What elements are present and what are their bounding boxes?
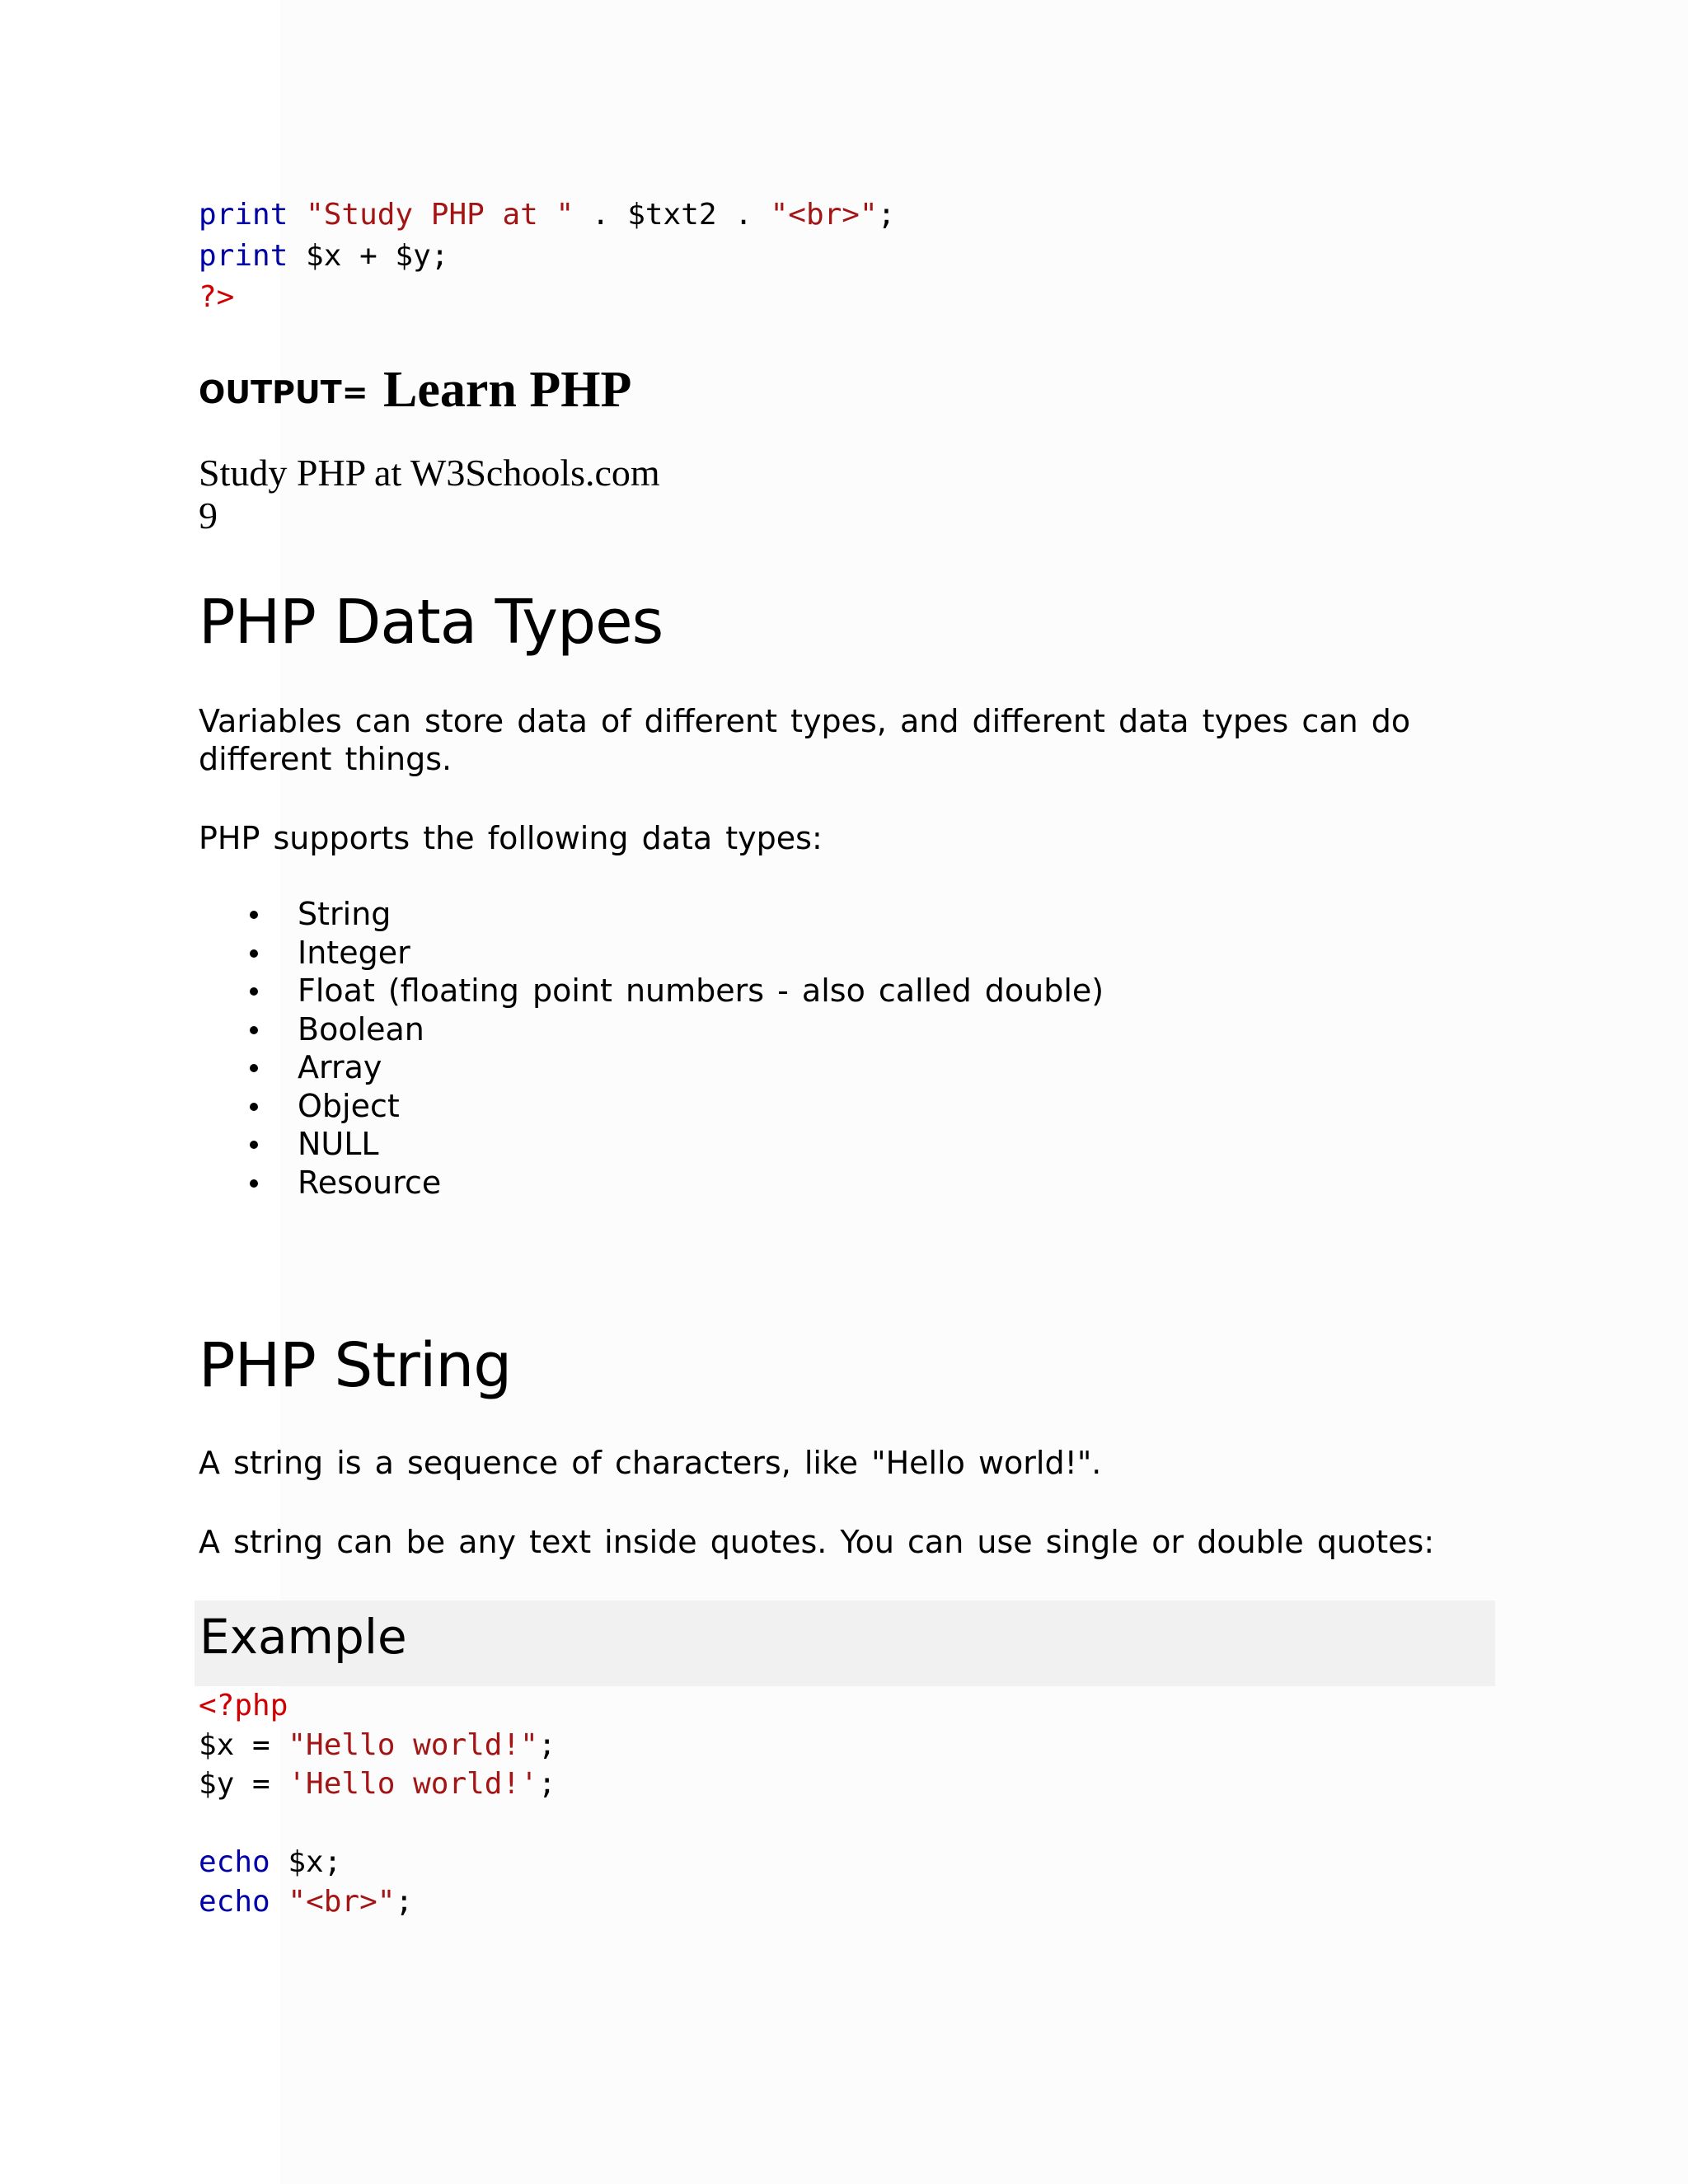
output-label: OUTPUT= xyxy=(199,374,368,410)
code-line: ?> xyxy=(199,280,235,314)
example-header xyxy=(195,1601,1495,1686)
bullet-icon xyxy=(250,949,258,958)
data-types-list xyxy=(199,895,1104,1202)
code-line: echo "<br>"; xyxy=(199,1884,414,1919)
bullet-icon xyxy=(250,1141,258,1149)
list-item: Float (floating point numbers - also called double) xyxy=(199,972,1104,1010)
bullet-icon xyxy=(250,1103,258,1111)
code-line: <?php xyxy=(199,1689,288,1722)
bullet-icon xyxy=(250,1064,258,1072)
code-line: echo $x; xyxy=(199,1845,342,1879)
code-line: print $x + $y; xyxy=(199,239,449,273)
list-item: Array xyxy=(199,1048,1104,1087)
paragraph: PHP supports the following data types: xyxy=(199,820,823,856)
bullet-icon xyxy=(250,911,258,919)
list-item: String xyxy=(199,895,1104,934)
code-line: print "Study PHP at " . $txt2 . "<br>"; xyxy=(199,198,896,232)
code-block-example xyxy=(199,1686,556,1921)
code-block-top xyxy=(199,194,895,318)
bullet-icon xyxy=(250,1179,258,1188)
section-title-data-types: PHP Data Types xyxy=(199,587,663,658)
output-line: Study PHP at W3Schools.com xyxy=(199,452,660,494)
list-item: Boolean xyxy=(199,1010,1104,1049)
output-text xyxy=(199,452,660,537)
paragraph: A string can be any text inside quotes. You can use single or double quotes: xyxy=(199,1524,1435,1560)
list-item: Resource xyxy=(199,1164,1104,1202)
list-item: Integer xyxy=(199,934,1104,972)
bullet-icon xyxy=(250,987,258,996)
code-line: $x = "Hello world!"; xyxy=(199,1727,556,1762)
output-heading: Learn PHP xyxy=(383,362,632,418)
bullet-icon xyxy=(250,1026,258,1034)
example-title: Example xyxy=(199,1609,407,1665)
list-item: NULL xyxy=(199,1125,1104,1164)
section-title-string: PHP String xyxy=(199,1330,512,1401)
paragraph: Variables can store data of different types, and different data types can do different things. xyxy=(199,703,1411,777)
list-item: Object xyxy=(199,1087,1104,1126)
paragraph: A string is a sequence of characters, like "Hello world!". xyxy=(199,1445,1102,1481)
code-line: $y = 'Hello world!'; xyxy=(199,1767,556,1801)
output-line: 9 xyxy=(199,494,218,537)
